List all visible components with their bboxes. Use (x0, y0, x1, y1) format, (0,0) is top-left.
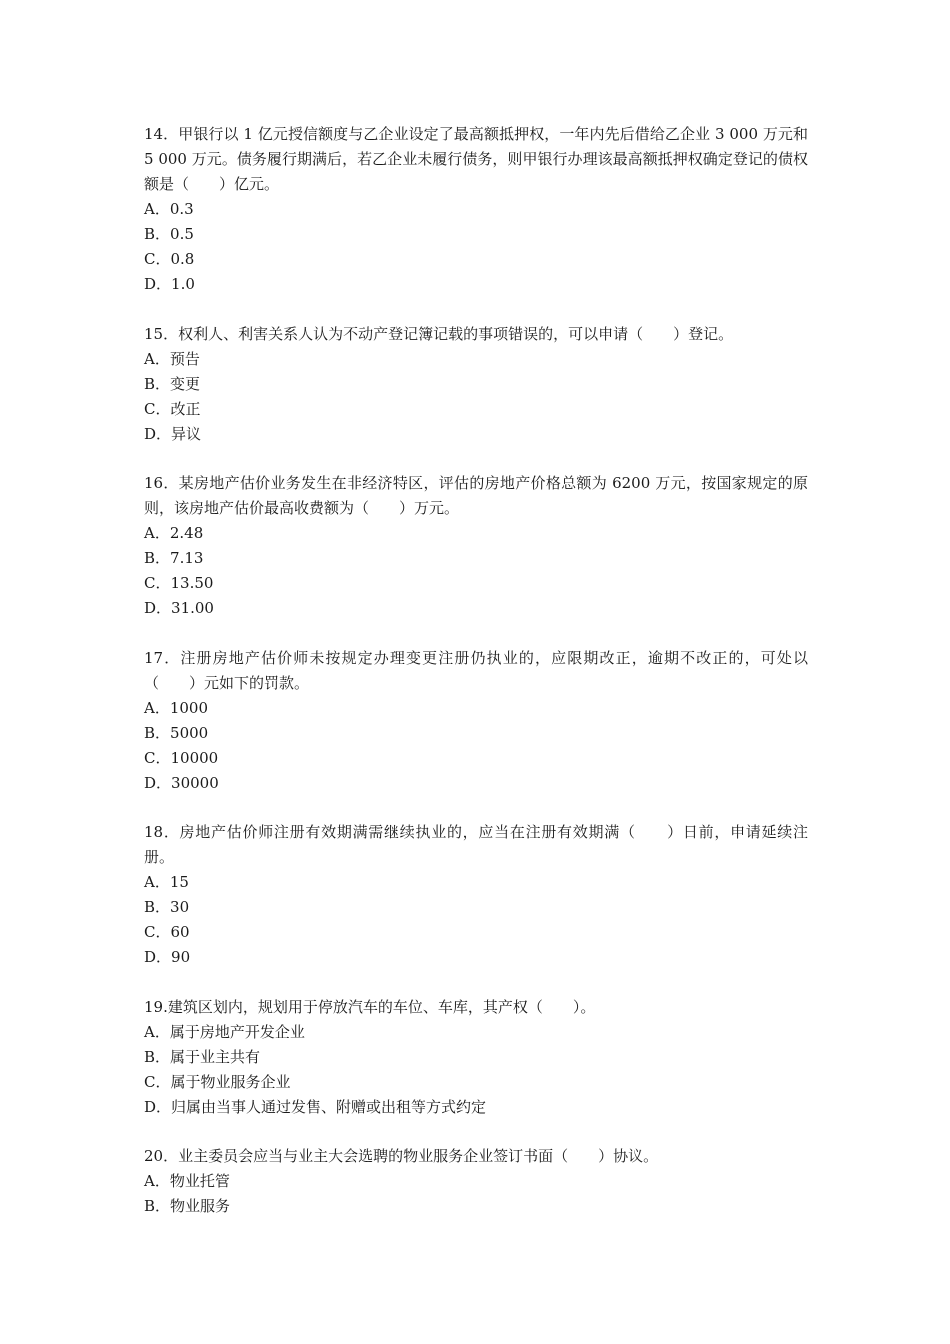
question-stem: 19.建筑区划内，规划用于停放汽车的车位、车库，其产权（ ）。 (144, 997, 596, 1016)
option-d: D．1.0 (144, 275, 195, 293)
option-a: A．预告 (144, 349, 200, 368)
option-c: C．13.50 (144, 574, 214, 592)
question-20 (144, 1144, 808, 1219)
option-list (144, 1020, 808, 1120)
option-a: A．15 (144, 873, 189, 891)
option-list (144, 696, 808, 796)
question-19 (144, 995, 808, 1120)
option-a: A．2.48 (144, 524, 204, 542)
option-a: A．物业托管 (144, 1172, 230, 1190)
option-b: B．属于业主共有 (144, 1047, 261, 1066)
question-stem: 17．注册房地产估价师未按规定办理变更注册仍执业的，应限期改正，逾期不改正的，可处以（ ）元如下的罚款。 (144, 648, 808, 692)
option-a: A．0.3 (144, 200, 194, 218)
option-list (144, 1169, 808, 1219)
option-list (144, 870, 808, 970)
option-c: C．0.8 (144, 250, 195, 268)
option-b: B．物业服务 (144, 1197, 231, 1215)
option-list (144, 347, 808, 447)
option-b: B．7.13 (144, 549, 204, 567)
option-c: C．改正 (144, 399, 201, 418)
question-stem: 20．业主委员会应当与业主大会选聘的物业服务企业签订书面（ ）协议。 (144, 1147, 659, 1165)
option-d: D．异议 (144, 424, 202, 443)
option-c: C．10000 (144, 748, 219, 767)
option-b: B．5000 (144, 723, 209, 742)
question-15 (144, 322, 808, 447)
option-d: D．30000 (144, 773, 219, 792)
option-list (144, 197, 808, 297)
option-c: C．60 (144, 923, 190, 941)
option-d: D．90 (144, 948, 191, 966)
option-b: B．变更 (144, 374, 201, 393)
option-b: B．30 (144, 898, 190, 916)
option-a: A．属于房地产开发企业 (144, 1022, 305, 1041)
question-18 (144, 820, 808, 970)
question-stem: 15．权利人、利害关系人认为不动产登记簿记载的事项错误的，可以申请（ ）登记。 (144, 324, 734, 343)
option-a: A．1000 (144, 698, 209, 717)
question-stem: 14．甲银行以 1 亿元授信额度与乙企业设定了最高额抵押权，一年内先后借给乙企业 3 000 万元和 5 000 万元。债务履行期满后，若乙企业未履行债务，则甲银行办理该最高额抵押权确定登记的债权额是（ ）亿元。 (144, 125, 808, 193)
document-page (144, 122, 808, 1244)
question-14 (144, 122, 808, 297)
option-b: B．0.5 (144, 225, 194, 243)
question-stem: 16．某房地产估价业务发生在非经济特区，评估的房地产价格总额为 6200 万元，按国家规定的原则，该房地产估价最高收费额为（ ）万元。 (144, 474, 808, 517)
question-stem: 18．房地产估价师注册有效期满需继续执业的，应当在注册有效期满（ ）日前，申请延续注册。 (144, 823, 808, 866)
option-d: D．归属由当事人通过发售、附赠或出租等方式约定 (144, 1097, 487, 1116)
option-d: D．31.00 (144, 599, 214, 617)
question-16 (144, 471, 808, 621)
question-17 (144, 646, 808, 796)
option-list (144, 521, 808, 621)
option-c: C．属于物业服务企业 (144, 1072, 291, 1091)
